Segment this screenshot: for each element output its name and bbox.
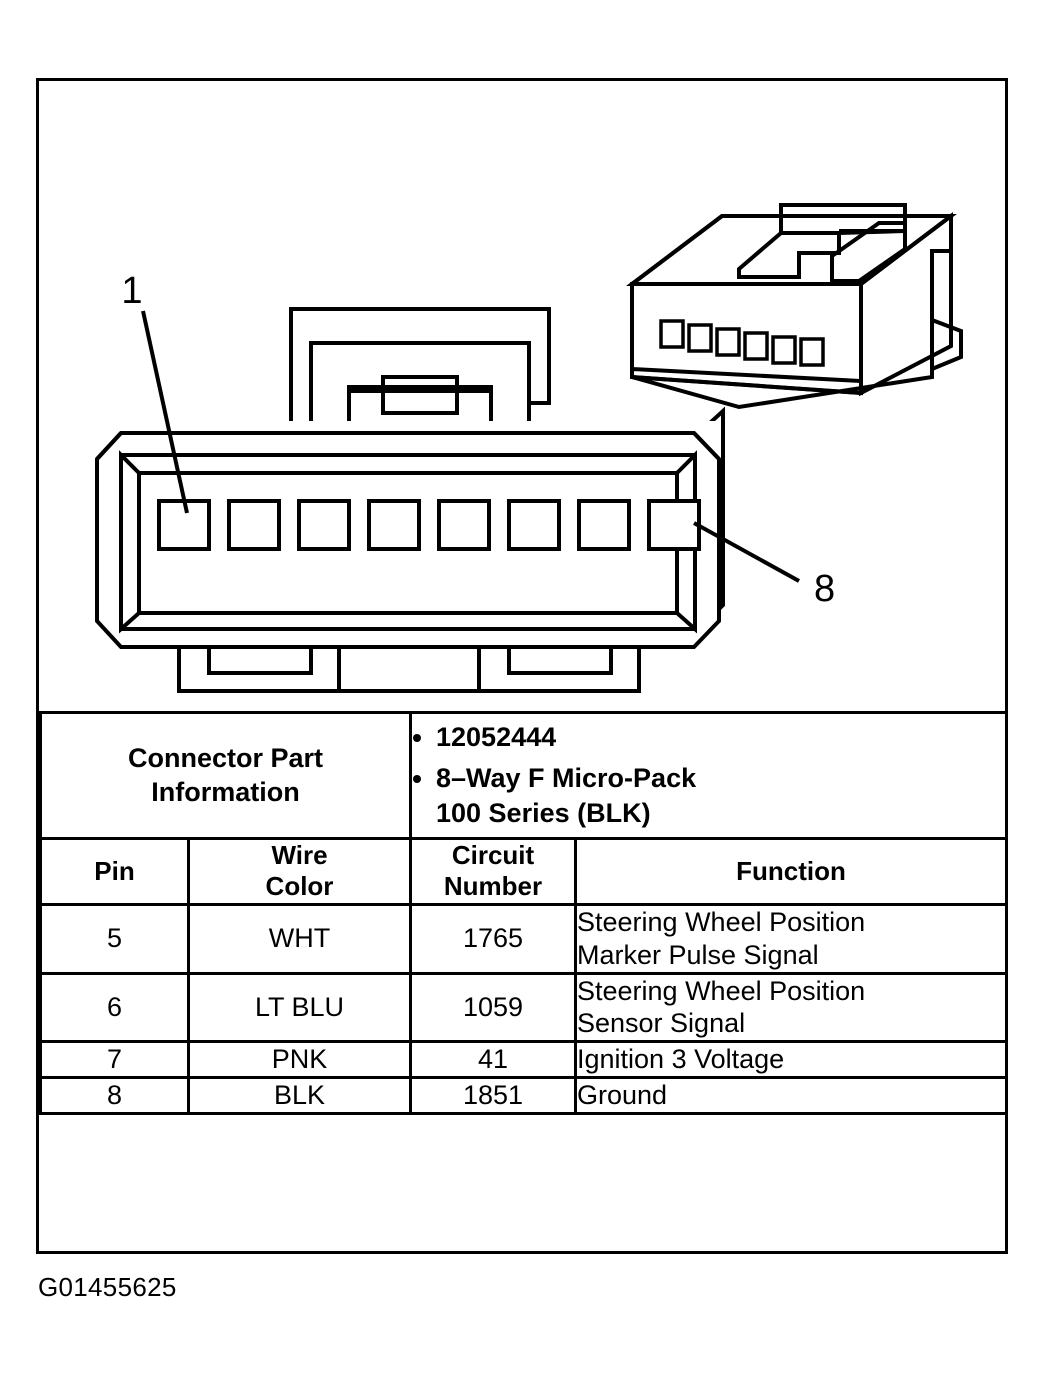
table-row [41,1042,1007,1078]
cell-pin: 5 [41,904,189,973]
header-circuit-number-line2: Number [443,871,543,902]
header-wire-color [189,839,411,904]
cpi-part-description-line2: 100 Series (BLK) [436,798,651,829]
table-row [41,904,1007,973]
table-header-row [41,839,1007,904]
cell-wire-color: BLK [189,1078,411,1114]
connector-part-information-row [41,713,1007,839]
header-circuit-number-line1: Circuit [451,840,535,871]
cpi-label-line1: Connector Part [127,742,324,773]
table-row [41,1078,1007,1114]
cell-pin: 6 [41,973,189,1042]
connector-illustration [39,81,1005,711]
table-row [41,973,1007,1042]
cell-wire-color: WHT [189,904,411,973]
connector-part-information-values [411,713,1007,839]
cpi-part-number: • 12052444 [436,720,1005,755]
cpi-label-line2: Information [151,776,300,807]
cpi-part-description [436,761,1005,831]
cell-pin: 8 [41,1078,189,1114]
callout-label-8: 8 [814,568,836,610]
cell-circuit-number: 1765 [411,904,576,973]
figure-caption: G01455625 [38,1272,177,1302]
cell-function-line2: Marker Pulse Signal [577,939,819,970]
connector-isometric-shape [609,161,1005,407]
cell-pin: 7 [41,1042,189,1078]
cell-wire-color: LT BLU [189,973,411,1042]
cpi-part-description-line1: 8–Way F Micro-Pack [436,763,697,794]
connector-info-table [39,711,1008,1115]
cell-circuit-number: 1059 [411,973,576,1042]
cell-circuit-number: 1851 [411,1078,576,1114]
cell-function [576,904,1007,973]
header-wire-color-line1: Wire [271,840,328,871]
header-function: Function [576,839,1007,904]
diagram-sheet [36,78,1008,1254]
header-circuit-number [411,839,576,904]
cell-function: Ignition 3 Voltage [576,1042,1007,1078]
cell-function: Ground [576,1078,1007,1114]
cell-function-line1: Steering Wheel Position [577,975,866,1006]
cell-function [576,973,1007,1042]
cell-circuit-number: 41 [411,1042,576,1078]
cell-wire-color: PNK [189,1042,411,1078]
cell-function-line1: Steering Wheel Position [577,906,866,937]
header-wire-color-line2: Color [265,871,334,902]
cell-function-line2: Sensor Signal [577,1008,746,1039]
callout-label-1: 1 [121,270,143,312]
header-pin: Pin [41,839,189,904]
connector-part-information-label [41,713,411,839]
